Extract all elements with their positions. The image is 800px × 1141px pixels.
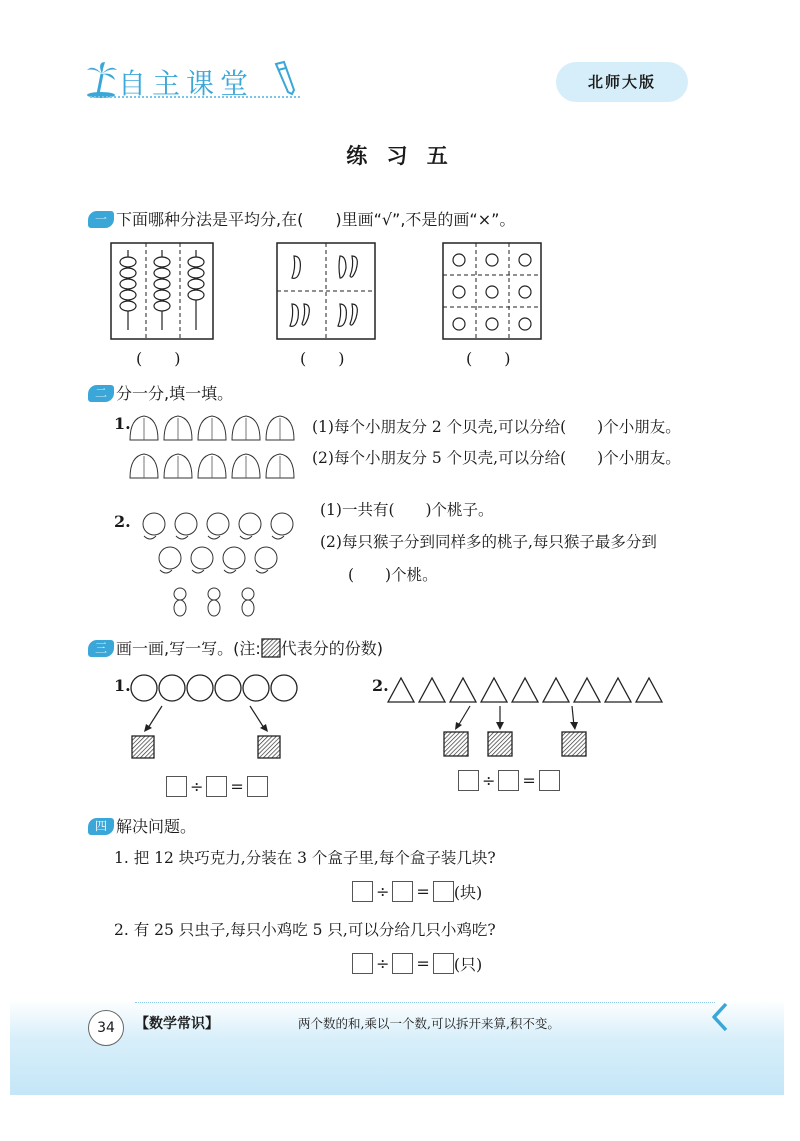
answer-box[interactable] (352, 881, 373, 902)
instruction-note: 代表分的份数) (280, 639, 383, 658)
triangles-figure (386, 674, 666, 760)
answer-box[interactable] (392, 881, 413, 902)
chevron-left-icon[interactable] (710, 1002, 730, 1032)
section-badge: 三 (88, 640, 114, 657)
equation-row (458, 770, 560, 791)
answer-box[interactable] (433, 881, 454, 902)
header-divider (90, 96, 300, 98)
divide-sign: ÷ (376, 882, 390, 901)
equals-sign: = (416, 954, 430, 973)
question-text: (1)每个小朋友分 2 个贝壳,可以分给( )个小朋友。 (312, 418, 681, 436)
section-instruction: 分一分,填一填。 (116, 384, 234, 403)
question-text: (1)一共有( )个桃子。 (320, 501, 494, 519)
question-text: 1. 把 12 块巧克力,分装在 3 个盒子里,每个盒子装几块? (114, 849, 496, 867)
answer-blank[interactable]: ( ) (466, 349, 511, 368)
instruction-text: 画一画,写一写。(注: (116, 639, 261, 658)
equation-row (352, 952, 482, 975)
brand-title: 自主课堂 (118, 67, 255, 100)
question-text: 2. 有 25 只虫子,每只小鸡吃 5 只,可以分给几只小鸡吃? (114, 921, 496, 939)
circles-figure (128, 672, 304, 772)
equals-sign: = (522, 771, 536, 790)
answer-box[interactable] (166, 776, 187, 797)
question-text: (2)每个小朋友分 5 个贝壳,可以分给( )个小朋友。 (312, 449, 681, 467)
skewers-figure (110, 242, 214, 340)
edition-badge: 北师大版 (556, 62, 688, 102)
answer-blank[interactable]: ( ) (136, 349, 181, 368)
question-number: 1. (114, 676, 131, 695)
answer-box[interactable] (539, 770, 560, 791)
section-badge: 一 (88, 211, 114, 228)
pencil-icon (272, 60, 298, 96)
section-badge: 二 (88, 385, 114, 402)
page-number: 34 (88, 1010, 124, 1046)
equals-sign: = (230, 777, 244, 796)
equation-row (166, 776, 268, 797)
answer-box[interactable] (498, 770, 519, 791)
divide-sign: ÷ (482, 771, 496, 790)
answer-box[interactable] (206, 776, 227, 797)
section-instruction (116, 636, 383, 659)
answer-box[interactable] (433, 953, 454, 974)
answer-box[interactable] (458, 770, 479, 791)
apples-figure (442, 242, 542, 340)
question-number: 2. (114, 512, 131, 531)
footer-divider (135, 1002, 715, 1003)
answer-box[interactable] (247, 776, 268, 797)
equation-row (352, 880, 482, 903)
divide-sign: ÷ (190, 777, 204, 796)
math-tip: 两个数的和,乘以一个数,可以拆开来算,积不变。 (298, 1016, 560, 1031)
section-instruction: 解决问题。 (116, 817, 197, 836)
equals-sign: = (416, 882, 430, 901)
hatched-square-icon (261, 638, 281, 658)
shells-figure (126, 410, 296, 484)
page-title: 练 习 五 (346, 144, 454, 168)
question-number: 2. (372, 676, 389, 695)
unit-label: (块) (453, 883, 483, 902)
question-text: (2)每只猴子分到同样多的桃子,每只猴子最多分到 (320, 533, 657, 551)
answer-box[interactable] (352, 953, 373, 974)
question-text: ( )个桃。 (348, 566, 438, 584)
palm-tree-icon (85, 60, 119, 98)
tip-label: 【数学常识】 (135, 1016, 219, 1032)
peaches-monkeys-figure (134, 508, 306, 620)
peppers-figure (276, 242, 376, 340)
question-number: 1. (114, 414, 131, 433)
answer-box[interactable] (392, 953, 413, 974)
answer-blank[interactable]: ( ) (300, 349, 345, 368)
section-badge: 四 (88, 818, 114, 835)
section-instruction: 下面哪种分法是平均分,在( )里画“√”,不是的画“×”。 (116, 210, 516, 229)
divide-sign: ÷ (376, 954, 390, 973)
unit-label: (只) (453, 955, 483, 974)
